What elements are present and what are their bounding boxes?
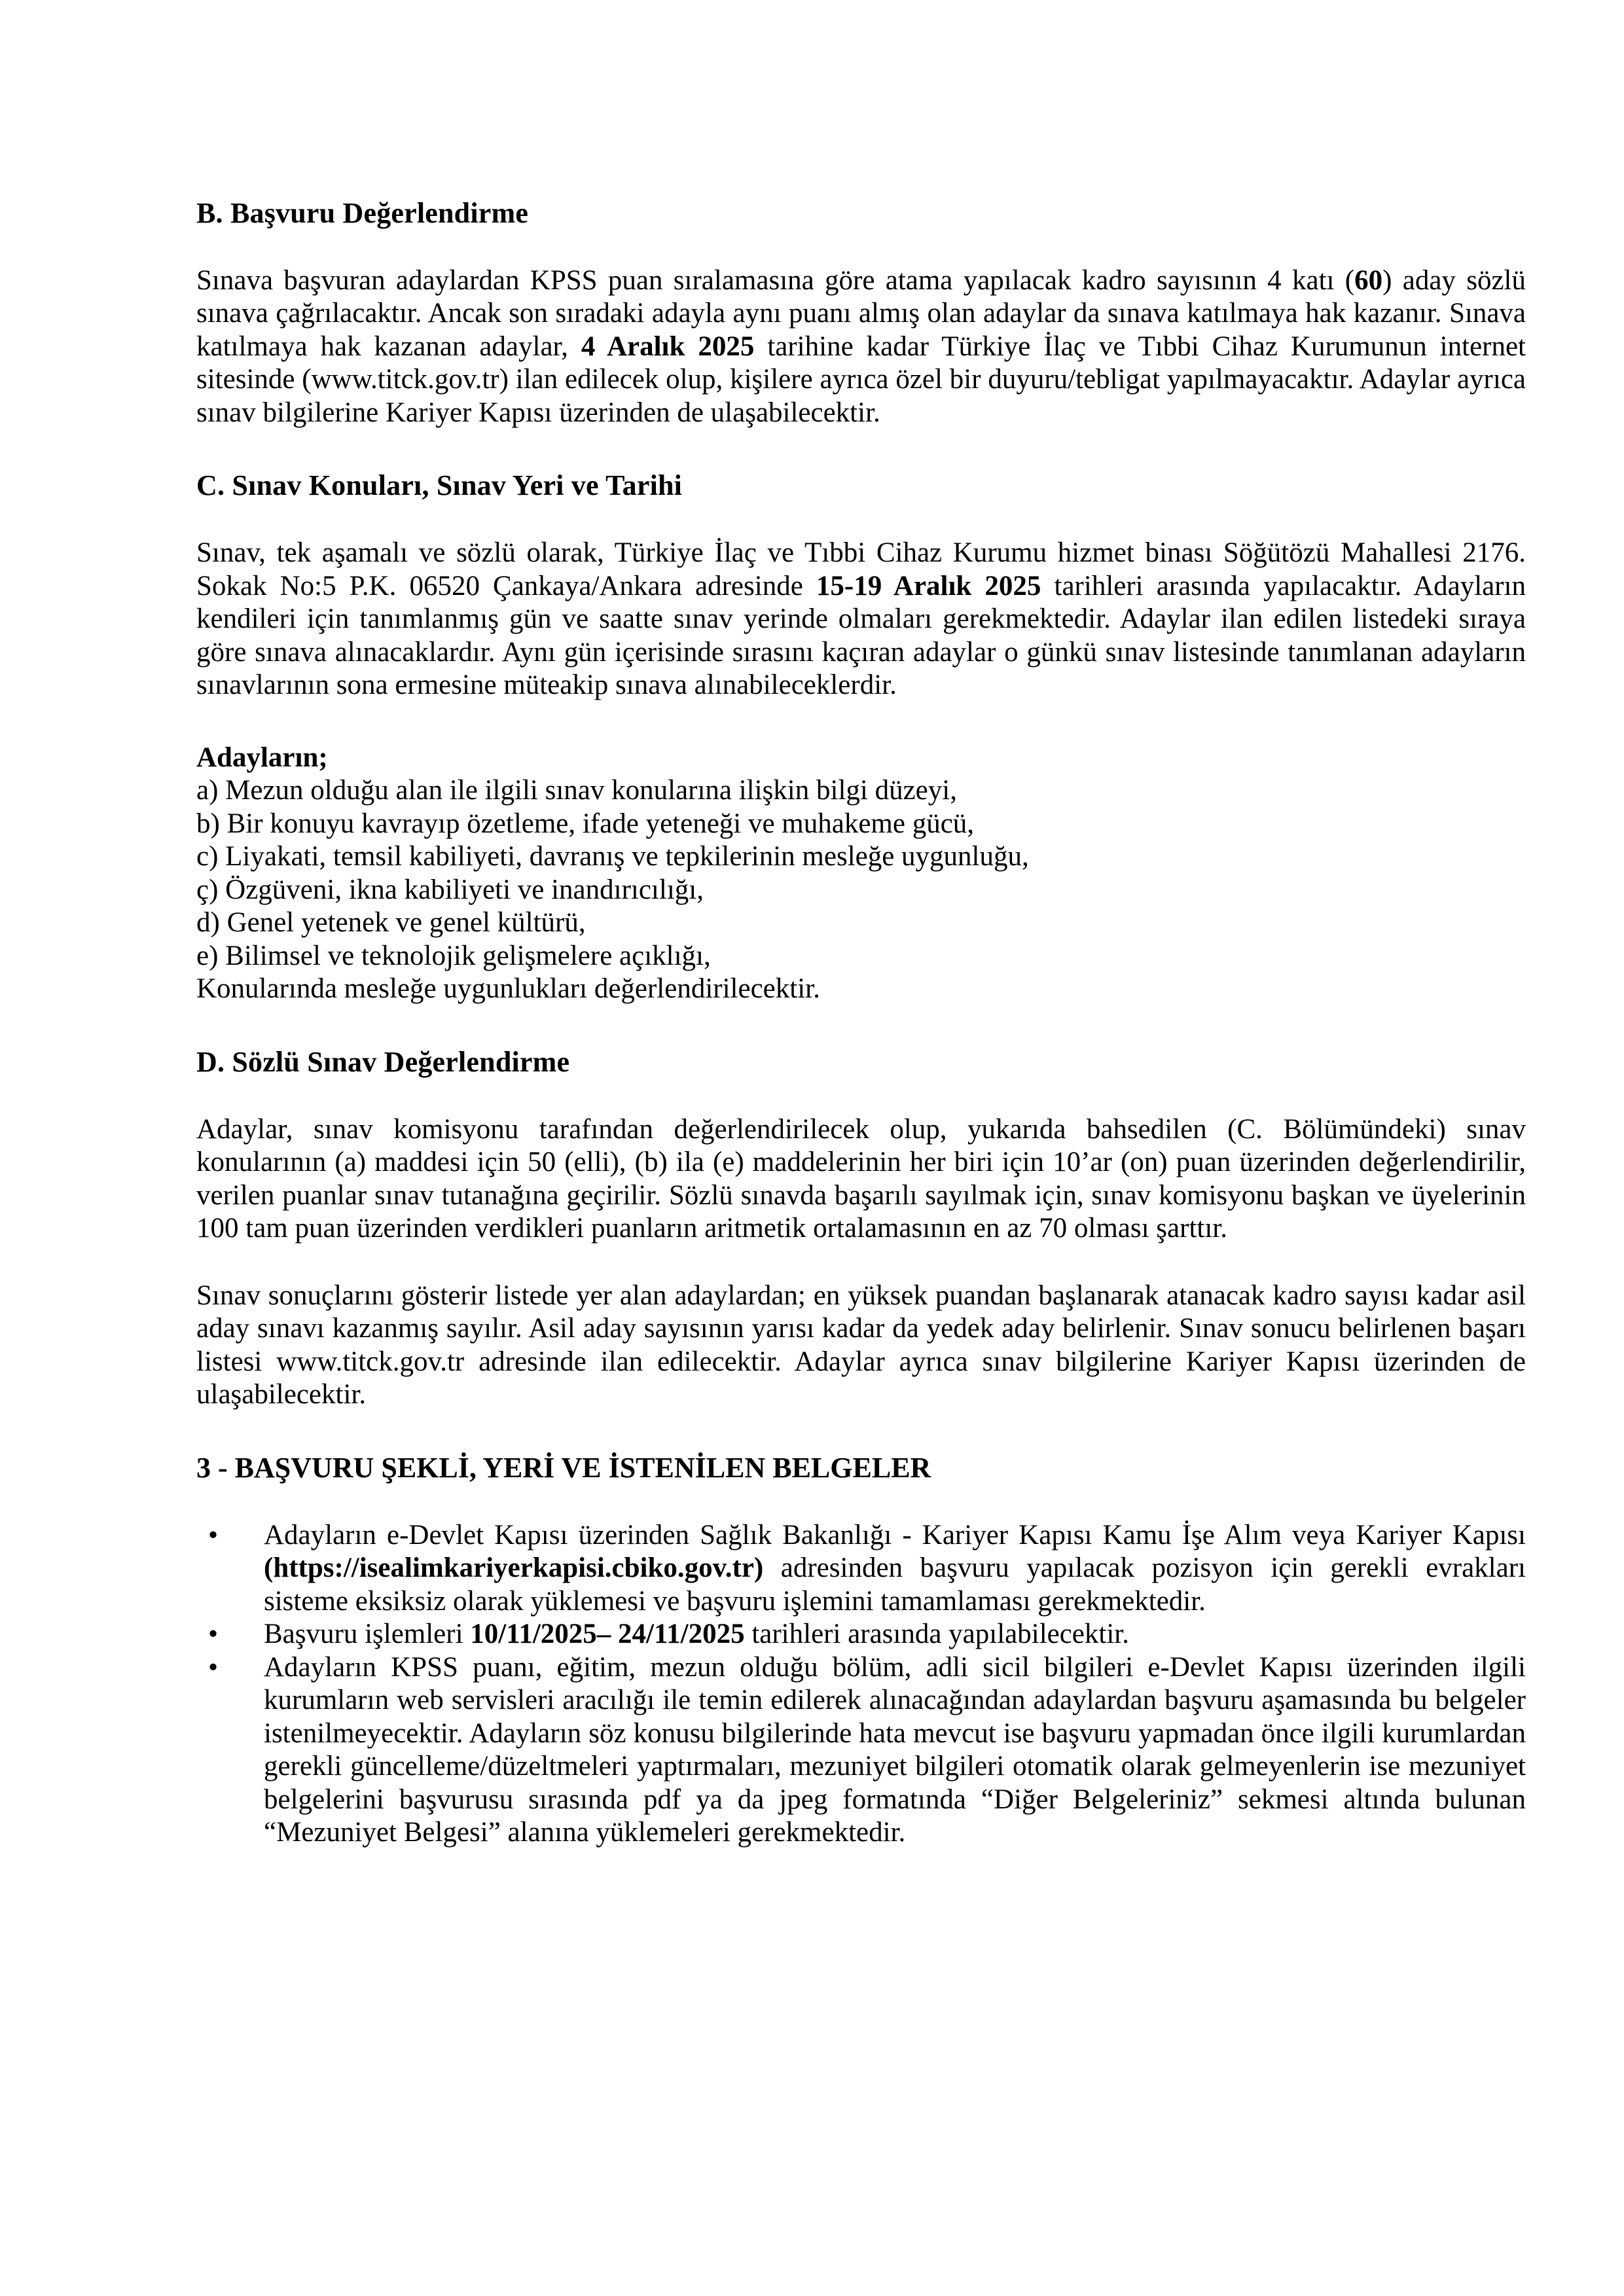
spacer [196, 230, 1526, 264]
spacer [196, 1079, 1526, 1113]
plain-text: ) aday sözlü sınava çağrılacaktır. Ancak son sıradaki adayla aynı puanı almış olan adaylar da sınava katılmaya hak kazanır. Sınava katılmaya hak kazanan adaylar, [196, 264, 1526, 362]
heading-section-b: B. Başvuru Değerlendirme [196, 197, 529, 229]
plain-text: Sınava başvuran adaylardan KPSS puan sıralamasına göre atama yapılacak kadro sayısının 4 katı ( [196, 264, 1355, 296]
plain-text: Adayların e-Devlet Kapısı üzerinden Sağlık Bakanlığı - Kariyer Kapısı Kamu İşe Alım veya Kariyer Kapısı [264, 1519, 1526, 1551]
heading-section-d: D. Sözlü Sınav Değerlendirme [196, 1045, 570, 1078]
plain-text: Sınav, tek aşamalı ve sözlü olarak, Türkiye İlaç ve Tıbbi Cihaz Kurumu hizmet binası Söğütözü Mahallesi 2176. Sokak No:5 P.K. 06520 Çankaya/Ankara adresinde [196, 537, 1526, 601]
spacer [196, 429, 1526, 469]
list-item-text [264, 1619, 1129, 1649]
spacer [196, 1006, 1526, 1045]
list-item [208, 1651, 1526, 1850]
plain-text: tarihleri arasında yapılabilecektir. [744, 1619, 1129, 1650]
list-item-text [264, 1652, 1526, 1848]
criteria-item: ç) Özgüveni, ikna kabiliyeti ve inandırıcılığı, [196, 874, 704, 905]
emphasis-text: (https://isealimkariyerkapisi.cbiko.gov.tr) [264, 1552, 764, 1584]
list-item-text [264, 1520, 1526, 1617]
criteria-item: a) Mezun olduğu alan ile ilgili sınav konularına ilişkin bilgi düzeyi, [196, 775, 957, 806]
emphasis-text: 15-19 Aralık 2025 [816, 570, 1041, 601]
criteria-item: d) Genel yetenek ve genel kültürü, [196, 907, 586, 939]
bullet-icon: • [208, 1519, 219, 1551]
paragraph-section-d-1: Adaylar, sınav komisyonu tarafından değerlendirilecek olup, yukarıda bahsedilen (C. Bölümündeki) sınav konularının (a) maddesi için 50 (elli), (b) ila (e) maddelerinin her biri için 10’ar (on) puan üzerinden değerlendirilir, verilen puanlar sınav tutanağına geçirilir. Sözlü sınavda başarılı sayılmak için, sınav komisyonu başkan ve üyelerinin 100 tam puan üzerinden verdikleri puanların aritmetik ortalamasının en az 70 olması şarttır. [196, 1113, 1526, 1244]
spacer [196, 503, 1526, 537]
emphasis-text: 10/11/2025– 24/11/2025 [470, 1619, 745, 1650]
spacer [196, 1412, 1526, 1451]
bullet-icon: • [208, 1651, 219, 1683]
heading-section-c: C. Sınav Konuları, Sınav Yeri ve Tarihi [196, 469, 683, 502]
paragraph-section-d-2: Sınav sonuçlarını gösterir listede yer alan adaylardan; en yüksek puandan başlanarak atanacak kadro sayısı kadar asil aday sınavı kazanmış sayılır. Asil aday sayısının yarısı kadar da yedek aday belirlenir. Sınav sonucu belirlenen başarı listesi www.titck.gov.tr adresinde ilan edilecektir. Adaylar ayrıca sınav bilgilerine Kariyer Kapısı üzerinden de ulaşabilecektir. [196, 1280, 1526, 1410]
plain-text: tarihine kadar Türkiye İlaç ve Tıbbi Cihaz Kurumunun internet sitesinde (www.titck.gov.tr) ilan edilecek olup, kişilere ayrıca özel bir duyuru/tebligat yapılmayacaktır. Adaylar ayrıca sınav bilgilerine Kariyer Kapısı üzerinden de ulaşabilecektir. [196, 331, 1526, 428]
document-content [196, 196, 1526, 1850]
list-item [208, 1519, 1526, 1619]
application-bullet-list [196, 1519, 1526, 1850]
paragraph-section-c [196, 537, 1526, 702]
criteria-item: b) Bir konuyu kavrayıp özetleme, ifade yeteneği ve muhakeme gücü, [196, 808, 975, 839]
bullet-icon: • [208, 1619, 219, 1650]
plain-text: adresinden başvuru yapılacak pozisyon için gerekli evrakları sisteme eksiksiz olarak yüklemesi ve başvuru işlemini tamamlaması gerekmektedir. [264, 1552, 1526, 1617]
emphasis-text: 60 [1354, 264, 1383, 296]
spacer [196, 1246, 1526, 1280]
emphasis-text: 4 Aralık 2025 [581, 331, 755, 362]
plain-text: Başvuru işlemleri [264, 1619, 471, 1650]
spacer [196, 702, 1526, 742]
list-item [208, 1618, 1526, 1651]
paragraph-section-b [196, 264, 1526, 430]
criteria-item: c) Liyakati, temsil kabiliyeti, davranış ve tepkilerinin mesleğe uygunluğu, [196, 841, 1029, 872]
spacer [196, 1485, 1526, 1519]
plain-text: Adayların KPSS puanı, eğitim, mezun olduğu bölüm, adli sicil bilgileri e-Devlet Kapısı üzerinden ilgili kurumların web servisleri aracılığı ile temin edilerek alınacağından adaylardan başvuru aşamasında bu belgeler istenilmeyecektir. Adayların söz konusu bilgilerinde hata mevcut ise başvuru yapmadan önce ilgili kurumlardan gerekli güncelleme/düzeltmeleri yaptırmaları, mezuniyet bilgileri otomatik olarak gelmeyenlerin ise mezuniyet belgelerini başvurusu sırasında pdf ya da jpeg formatında “Diğer Belgeleriniz” sekmesi altında bulunan “Mezuniyet Belgesi” alanına yüklemeleri gerekmektedir. [264, 1651, 1526, 1848]
heading-section-3: 3 - BAŞVURU ŞEKLİ, YERİ VE İSTENİLEN BELGELER [196, 1451, 931, 1484]
criteria-item: e) Bilimsel ve teknolojik gelişmelere açıklığı, [196, 940, 711, 971]
criteria-closing-line: Konularında mesleğe uygunlukları değerlendirilecektir. [196, 973, 820, 1005]
criteria-list [196, 774, 1526, 973]
plain-text: tarihleri arasında yapılacaktır. Adayların kendileri için tanımlanmış gün ve saatte sınav yerinde olmaları gerekmektedir. Adaylar ilan edilen listedeki sıraya göre sınava alınacaklardır. Aynı gün içerisinde sırasını kaçıran adaylar o günkü sınav listesinde tanımlanan adayların sınavlarının sona ermesine müteakip sınava alınabileceklerdir. [196, 570, 1526, 701]
label-candidates: Adayların; [196, 742, 328, 773]
